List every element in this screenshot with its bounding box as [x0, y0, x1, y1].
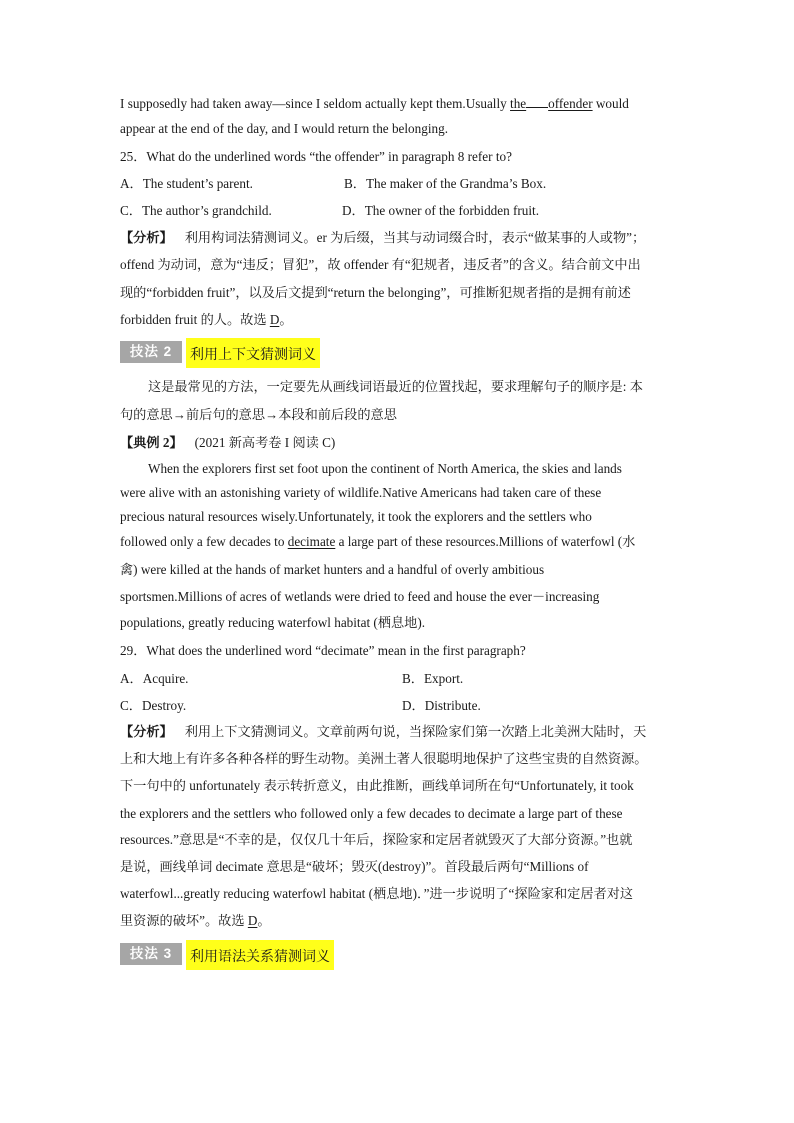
- passage-line: I supposedly had taken away—since I seldom actually kept them.Usually the offender would: [120, 96, 629, 111]
- analysis-1-line: forbidden fruit 的人。故选 D。: [120, 312, 293, 327]
- question-29: 29．What does the underlined word “decimate” mean in the first paragraph?: [120, 643, 526, 658]
- technique-3-title: 利用语法关系猜测词义: [186, 940, 334, 970]
- passage-line: appear at the end of the day, and I would return the belonging.: [120, 121, 448, 136]
- example-2-header: [120, 433, 676, 453]
- technique-3-tag: 技法 3: [120, 943, 182, 965]
- q29-option-b: B．Export.: [402, 671, 464, 686]
- analysis-label: 【分析】: [120, 724, 173, 739]
- example-2-line: 禽) were killed at the hands of market hunters and a handful of overly ambitious: [120, 562, 545, 577]
- underlined-decimate: decimate: [287, 534, 336, 549]
- example-2-line: were alive with an astonishing variety of wildlife.Native Americans had taken care of these: [120, 485, 602, 500]
- analysis-1-line: 【分析】 利用构词法猜测词义。er 为后缀，当其与动词缀合时，表示“做某事的人或物”；: [120, 230, 646, 245]
- q25-option-d: D．The owner of the forbidden fruit.: [342, 203, 540, 218]
- q29-option-c: C．Destroy.: [120, 698, 187, 713]
- underlined-the: the: [510, 96, 527, 111]
- analysis-2-line: 上和大地上有许多各种各样的野生动物。美洲土著人很聪明地保护了这些宝贵的自然资源。: [120, 751, 648, 766]
- technique-2-desc: 句的意思→前后句的意思→本段和前后段的意思: [120, 407, 397, 422]
- answer-d: D: [269, 312, 280, 327]
- analysis-1-line: offend 为动词，意为“违反；冒犯”，故 offender 有“犯规者，违反者”的含义。结合前文中出: [120, 257, 641, 272]
- q25-option-b: B．The maker of the Grandma’s Box.: [344, 176, 547, 191]
- underline-gap: [526, 96, 548, 108]
- analysis-1-line: 现的“forbidden fruit”，以及后文提到“return the belonging”，可推断犯规者指的是拥有前述: [120, 285, 631, 300]
- answer-d: D: [247, 913, 258, 928]
- analysis-2-line: resources.”意思是“不幸的是，仅仅几十年后，探险家和定居者就毁灭了大部分资源。”也就: [120, 832, 633, 847]
- example-source: (2021 新高考卷 I 阅读 C): [194, 435, 336, 450]
- analysis-2-line: 【分析】 利用上下文猜测词义。文章前两句说，当探险家们第一次踏上北美洲大陆时，天: [120, 724, 647, 739]
- example-2-line: populations, greatly reducing waterfowl habitat (栖息地).: [120, 615, 426, 630]
- question-25: 25．What do the underlined words “the offender” in paragraph 8 refer to?: [120, 149, 512, 164]
- q29-option-a: A．Acquire.: [120, 671, 189, 686]
- analysis-2-line: 里资源的破坏”。故选 D。: [120, 913, 271, 928]
- technique-2-title: 利用上下文猜测词义: [186, 338, 320, 368]
- example-2-line: precious natural resources wisely.Unfortunately, it took the explorers and the settlers who: [120, 509, 592, 524]
- example-2-line: sportsmen.Millions of acres of wetlands were dried to feed and house the ever－increasing: [120, 589, 600, 604]
- underlined-offender: offender: [548, 96, 593, 111]
- q25-option-a: A．The student’s parent.: [120, 176, 253, 191]
- q25-option-c: C．The author’s grandchild.: [120, 203, 272, 218]
- example-2-line: followed only a few decades to decimate a large part of these resources.Millions of waterfowl (水: [120, 534, 636, 549]
- analysis-2-line: 是说，画线单词 decimate 意思是“破坏；毁灭(destroy)”。首段最后两句“Millions of: [120, 859, 589, 874]
- analysis-2-line: 下一句中的 unfortunately 表示转折意义，由此推断，画线单词所在句“Unfortunately, it took: [120, 778, 634, 793]
- example-2-line: When the explorers first set foot upon the continent of North America, the skies and lands: [148, 461, 622, 476]
- analysis-2-line: the explorers and the settlers who followed only a few decades to decimate a large part of these: [120, 806, 623, 821]
- technique-2-tag: 技法 2: [120, 341, 182, 363]
- example-label: 【典例 2】: [120, 435, 183, 450]
- analysis-2-line: waterfowl...greatly reducing waterfowl habitat (栖息地)．”进一步说明了“探险家和定居者对这: [120, 886, 634, 901]
- technique-2-desc: 这是最常见的方法，一定要先从画线词语最近的位置找起，要求理解句子的顺序是: 本: [148, 379, 643, 394]
- analysis-label: 【分析】: [120, 230, 173, 245]
- q29-option-d: D．Distribute.: [402, 698, 481, 713]
